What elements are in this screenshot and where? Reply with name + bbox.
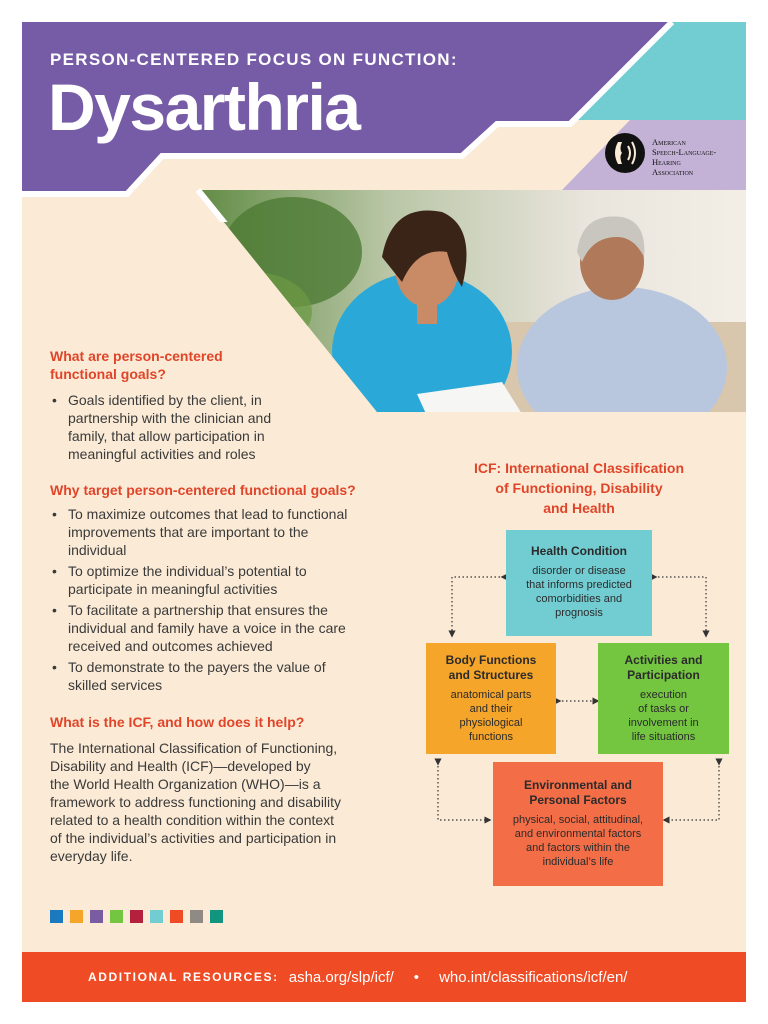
footer-separator: • bbox=[413, 968, 420, 986]
page-title: Dysarthria bbox=[48, 70, 360, 144]
heading-why-target-goals: Why target person-centered functional goals? bbox=[50, 482, 356, 498]
icf-diagram-title: ICF: International Classification of Functioning, Disability and Health bbox=[473, 460, 685, 516]
color-swatch bbox=[130, 910, 143, 923]
color-swatch bbox=[210, 910, 223, 923]
box-body-functions: Body Functions and Structures anatomical parts and their physiological functions bbox=[426, 643, 556, 754]
color-swatch bbox=[70, 910, 83, 923]
asha-logo bbox=[604, 130, 744, 178]
list-item: • To optimize the individual’s potential to participate in meaningful activities bbox=[50, 562, 347, 598]
heading-what-are-goals: What are person-centered functional goals? bbox=[50, 348, 223, 382]
header-kicker: PERSON-CENTERED FOCUS ON FUNCTION: bbox=[50, 50, 458, 69]
asha-logo-icon bbox=[604, 132, 646, 174]
list-item: • To demonstrate to the payers the value of skilled services bbox=[50, 658, 347, 694]
link-who-icf[interactable]: who.int/classifications/icf/en/ bbox=[439, 968, 628, 986]
color-swatch bbox=[110, 910, 123, 923]
link-asha-icf[interactable]: asha.org/slp/icf/ bbox=[288, 968, 394, 986]
color-swatch-row bbox=[50, 910, 230, 923]
box-health-condition: Health Condition disorder or disease that informs predicted comorbidities and prognosis bbox=[506, 530, 652, 636]
heading-what-is-icf: What is the ICF, and how does it help? bbox=[50, 714, 305, 730]
list-item: • Goals identified by the client, in partnership with the clinician and family, that allow participation in meaningful activities and roles bbox=[50, 391, 271, 463]
list-item: • To maximize outcomes that lead to functional improvements that are important to the individual bbox=[50, 505, 347, 559]
footer-resources-bar bbox=[22, 952, 746, 1002]
list-item: • To facilitate a partnership that ensures the individual and family have a voice in the care received and outcomes achieved bbox=[50, 601, 347, 655]
footer-label: ADDITIONAL RESOURCES: bbox=[88, 970, 279, 984]
color-swatch bbox=[90, 910, 103, 923]
color-swatch bbox=[150, 910, 163, 923]
color-swatch bbox=[190, 910, 203, 923]
box-environmental-factors: Environmental and Personal Factors physical, social, attitudinal, and environmental factors and factors within the individual’s life bbox=[493, 762, 663, 886]
flyer-page bbox=[22, 22, 746, 1002]
color-swatch bbox=[170, 910, 183, 923]
box-activities-participation: Activities and Participation execution of tasks or involvement in life situations bbox=[598, 643, 729, 754]
asha-logo-text: American Speech-Language- Hearing Association bbox=[652, 137, 717, 177]
color-swatch bbox=[50, 910, 63, 923]
goals-definition-list bbox=[50, 391, 271, 466]
why-target-list bbox=[50, 505, 347, 697]
icf-description-paragraph: The International Classification of Functioning, Disability and Health (ICF)—developed by the World Health Organization (WHO)—is a framework to address functioning and disability related to a health condition within the context of the individual’s activities and participation in everyday life. bbox=[50, 740, 342, 864]
